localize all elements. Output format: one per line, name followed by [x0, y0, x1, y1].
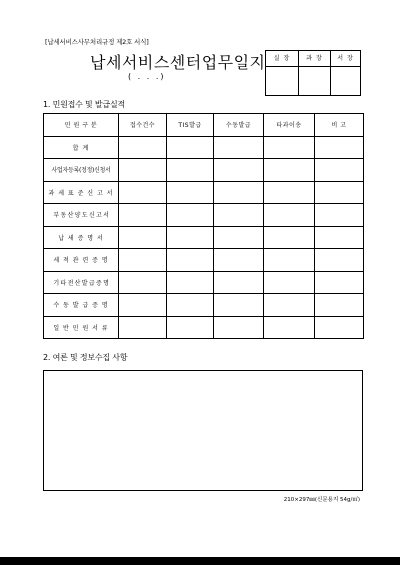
table-cell[interactable] — [315, 271, 364, 294]
column-header: TIS발급 — [167, 114, 214, 137]
paper-spec-footnote: 210×297㎜(신문용지 54g/㎡) — [283, 497, 360, 503]
approval-box — [265, 50, 361, 96]
approval-cell — [330, 51, 360, 95]
table-cell[interactable] — [264, 249, 315, 272]
table-cell[interactable] — [315, 226, 364, 249]
table-cell[interactable] — [315, 136, 364, 159]
table-cell[interactable] — [214, 136, 264, 159]
date-line: ( . . .) — [128, 72, 166, 81]
row-label: 부 동 산 양 도 신 고 서 — [44, 204, 119, 227]
table-cell[interactable] — [119, 294, 167, 317]
approval-cell — [266, 51, 298, 95]
approval-cell — [298, 51, 330, 95]
table-cell[interactable] — [167, 271, 214, 294]
table-cell[interactable] — [315, 181, 364, 204]
table-cell[interactable] — [264, 181, 315, 204]
table-cell[interactable] — [167, 249, 214, 272]
table-cell[interactable] — [264, 159, 315, 182]
column-header: 수동발급 — [214, 114, 264, 137]
table-cell[interactable] — [264, 316, 315, 339]
table-cell[interactable] — [167, 136, 214, 159]
table-cell[interactable] — [167, 226, 214, 249]
table-row — [44, 136, 364, 159]
table-cell[interactable] — [214, 294, 264, 317]
table-cell[interactable] — [214, 316, 264, 339]
approval-label: 서 장 — [331, 51, 360, 67]
table-cell[interactable] — [119, 316, 167, 339]
table-cell[interactable] — [315, 316, 364, 339]
table-header-row — [44, 114, 364, 137]
table-row — [44, 271, 364, 294]
table-row — [44, 316, 364, 339]
table-cell[interactable] — [315, 159, 364, 182]
table-cell[interactable] — [119, 159, 167, 182]
table-cell[interactable] — [214, 226, 264, 249]
table-cell[interactable] — [315, 249, 364, 272]
section2-title: 2. 여론 및 정보수집 사항 — [43, 353, 128, 362]
table-row — [44, 204, 364, 227]
row-label: 수 동 발 급 증 명 — [44, 294, 119, 317]
table-cell[interactable] — [214, 249, 264, 272]
table-cell[interactable] — [167, 181, 214, 204]
table-row — [44, 181, 364, 204]
row-label: 기 타 전 산 발 급 증 명 — [44, 271, 119, 294]
column-header: 민 원 구 분 — [44, 114, 119, 137]
table-cell[interactable] — [119, 181, 167, 204]
table-cell[interactable] — [264, 204, 315, 227]
row-label: 납 세 증 명 서 — [44, 226, 119, 249]
table-cell[interactable] — [119, 204, 167, 227]
table-row — [44, 294, 364, 317]
form-reference: [납세서비스사무처리규정 제2호 서식] — [45, 38, 149, 46]
approval-label: 과 장 — [299, 51, 330, 67]
section1-title: 1. 민원접수 및 발급실적 — [43, 100, 126, 109]
row-label: 합 계 — [44, 136, 119, 159]
column-header: 타과이송 — [264, 114, 315, 137]
bottom-bar — [0, 557, 400, 565]
table-cell[interactable] — [264, 271, 315, 294]
document-title: 납세서비스센터업무일지 — [90, 53, 266, 72]
column-header: 비 고 — [315, 114, 364, 137]
row-label: 과 세 표 준 신 고 서 — [44, 181, 119, 204]
table-cell[interactable] — [214, 159, 264, 182]
table-cell[interactable] — [119, 271, 167, 294]
table-row — [44, 249, 364, 272]
row-label: 사업자등록(정정)신청서 — [44, 159, 119, 182]
table-cell[interactable] — [167, 294, 214, 317]
table-cell[interactable] — [264, 226, 315, 249]
notes-box[interactable] — [43, 370, 363, 491]
table-cell[interactable] — [315, 294, 364, 317]
row-label: 세 적 관 련 증 명 — [44, 249, 119, 272]
table-cell[interactable] — [167, 316, 214, 339]
table-cell[interactable] — [315, 204, 364, 227]
column-header: 접수건수 — [119, 114, 167, 137]
table-cell[interactable] — [119, 249, 167, 272]
table-cell[interactable] — [167, 159, 214, 182]
table-cell[interactable] — [214, 181, 264, 204]
table-row — [44, 159, 364, 182]
table-cell[interactable] — [167, 204, 214, 227]
table-row — [44, 226, 364, 249]
table-cell[interactable] — [214, 204, 264, 227]
civil-service-table — [43, 113, 364, 339]
table-cell[interactable] — [264, 136, 315, 159]
table-cell[interactable] — [264, 294, 315, 317]
table-cell[interactable] — [119, 226, 167, 249]
table-cell[interactable] — [119, 136, 167, 159]
row-label: 일 반 민 원 서 류 — [44, 316, 119, 339]
approval-label: 실 장 — [266, 51, 298, 67]
table-cell[interactable] — [214, 271, 264, 294]
